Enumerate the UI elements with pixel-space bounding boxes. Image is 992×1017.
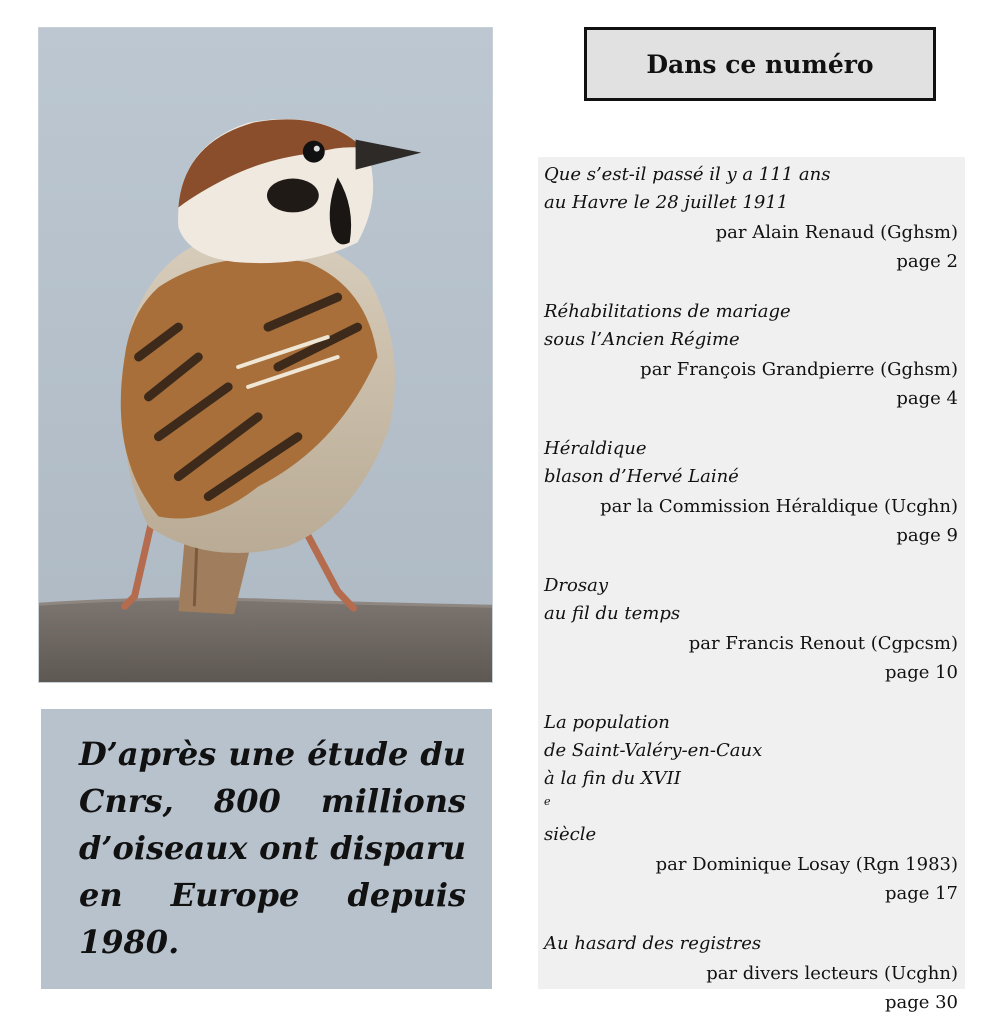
toc-entry[interactable] <box>544 298 958 413</box>
toc-entry-title: Que s’est-il passé il y a 111 ans au Havre le 28 juillet 1911 <box>544 164 831 213</box>
toc-entry-page: page 4 <box>896 388 958 409</box>
toc-entry[interactable] <box>544 161 958 276</box>
toc-entry-title: Réhabilitations de mariage sous l’Ancien Régime <box>544 301 791 350</box>
toc-entry-title: Héraldique blason d’Hervé Lainé <box>544 438 739 487</box>
table-of-contents <box>538 157 965 1013</box>
toc-entry-title: Au hasard des registres <box>544 933 762 954</box>
sparrow-illustration <box>39 28 492 682</box>
quote-text: D’après une étude du Cnrs, 800 millions d’oiseaux ont disparu en Europe depuis 1980. <box>79 735 466 961</box>
toc-entry-page: page 30 <box>884 992 958 1013</box>
toc-entry-page: page 9 <box>896 525 958 546</box>
toc-entry-page: page 10 <box>884 662 958 683</box>
toc-entry-page: page 17 <box>884 883 958 904</box>
toc-entry[interactable] <box>544 930 958 1017</box>
toc-entry[interactable] <box>544 709 958 908</box>
toc-entry-author: par Dominique Losay (Rgn 1983) <box>655 854 958 875</box>
page-title: Dans ce numéro <box>646 49 874 79</box>
issue-contents-heading <box>584 27 936 101</box>
toc-entry-title: Drosay au fil du temps <box>544 575 681 624</box>
toc-entry-title: La population de Saint-Valéry-en-Caux à la fin du XVII $^e$ siècle <box>544 712 763 845</box>
quote-box <box>41 709 492 989</box>
toc-entry-page: page 2 <box>896 251 958 272</box>
toc-entry-author: par Alain Renaud (Gghsm) <box>715 222 958 243</box>
toc-entry[interactable] <box>544 572 958 687</box>
toc-entry[interactable] <box>544 435 958 550</box>
toc-entry-author: par François Grandpierre (Gghsm) <box>640 359 958 380</box>
toc-entry-author: par Francis Renout (Cgpcsm) <box>688 633 958 654</box>
toc-entry-author: par divers lecteurs (Ucghn) <box>706 963 958 984</box>
toc-entry-author: par la Commission Héraldique (Ucghn) <box>600 496 958 517</box>
sparrow-photo <box>38 27 493 683</box>
